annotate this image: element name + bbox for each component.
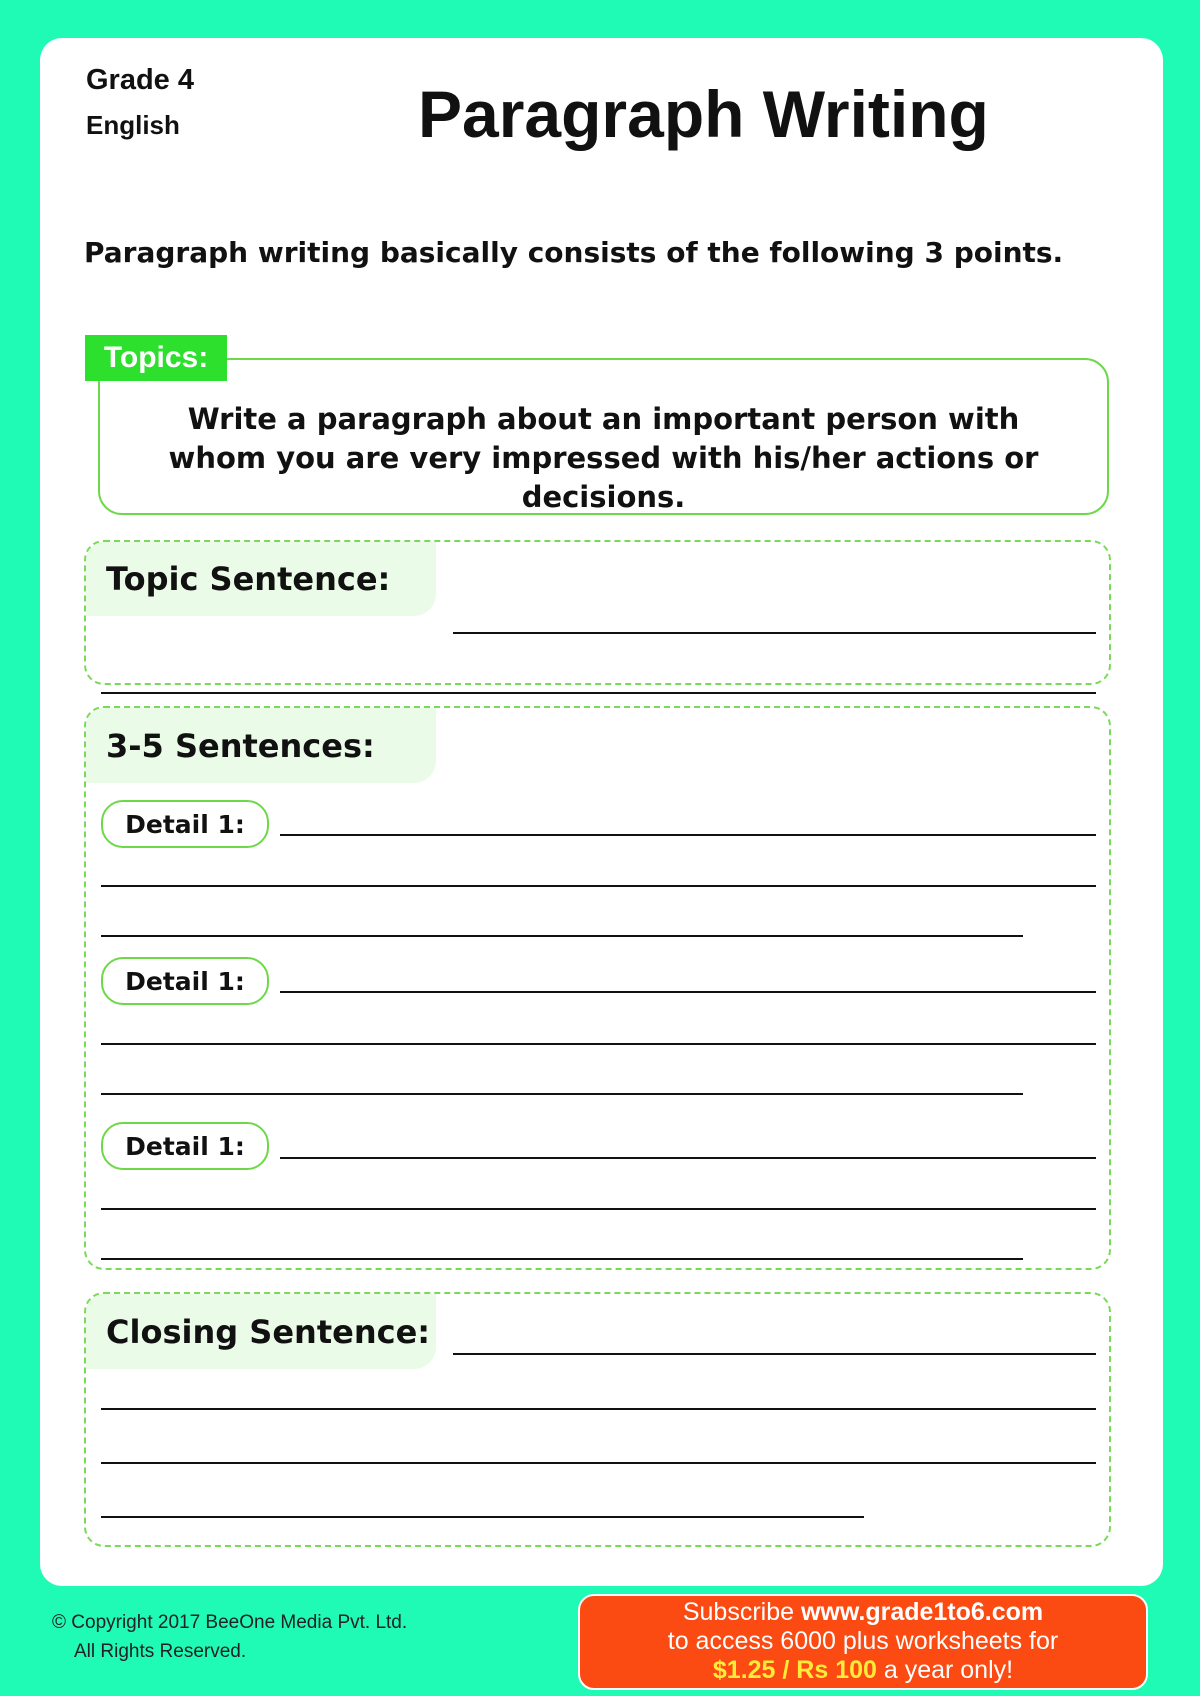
promo-pre-text: Subscribe (682, 1598, 801, 1626)
promo-price: $1.25 / Rs 100 (712, 1656, 877, 1684)
promo-post-text: a year only! (876, 1656, 1014, 1684)
detail-3-label: Detail 1: (125, 1131, 245, 1161)
topics-tag: Topics: (85, 335, 227, 381)
subscribe-banner[interactable] (578, 1594, 1148, 1690)
detail-2-label: Detail 1: (125, 966, 245, 996)
detail-2-pill (101, 957, 269, 1005)
detail-1-line-2[interactable] (101, 885, 1096, 887)
detail-2-line-1[interactable] (280, 991, 1096, 993)
closing-line-2[interactable] (101, 1408, 1096, 1410)
topic-sentence-label: Topic Sentence: (86, 542, 436, 616)
detail-3-line-2[interactable] (101, 1208, 1096, 1210)
closing-sentence-section (84, 1292, 1111, 1547)
subject-label: English (86, 110, 180, 140)
topic-sentence-line-1[interactable] (453, 632, 1096, 634)
closing-line-1[interactable] (453, 1353, 1096, 1355)
topic-prompt-line1: Write a paragraph about an important person with (187, 402, 1020, 436)
detail-1-line-3[interactable] (101, 935, 1023, 937)
topic-sentence-line-2[interactable] (101, 692, 1096, 694)
copyright-line1: © Copyright 2017 BeeOne Media Pvt. Ltd. (52, 1612, 408, 1633)
worksheet-page (40, 38, 1163, 1586)
detail-1-pill (101, 800, 269, 848)
detail-1-label: Detail 1: (125, 809, 245, 839)
closing-line-3[interactable] (101, 1462, 1096, 1464)
topic-sentence-section (84, 540, 1111, 685)
page-title: Paragraph Writing (418, 77, 989, 151)
detail-3-line-3[interactable] (101, 1258, 1023, 1260)
promo-url-link[interactable]: www.grade1to6.com (800, 1598, 1044, 1626)
intro-text: Paragraph writing basically consists of the following 3 points. (84, 236, 1064, 269)
promo-line1 (580, 1598, 1146, 1627)
detail-2-line-3[interactable] (101, 1093, 1023, 1095)
sentences-label: 3-5 Sentences: (86, 708, 436, 783)
closing-line-4[interactable] (101, 1516, 864, 1518)
promo-line2: to access 6000 plus worksheets for (667, 1627, 1059, 1655)
detail-3-line-1[interactable] (280, 1157, 1096, 1159)
copyright-line2: All Rights Reserved. (74, 1641, 247, 1662)
topic-prompt-line2: whom you are very impressed with his/her actions or decisions. (168, 441, 1039, 514)
topic-prompt (98, 400, 1109, 517)
detail-3-pill (101, 1122, 269, 1170)
closing-sentence-label: Closing Sentence: (86, 1294, 436, 1369)
detail-1-line-1[interactable] (280, 834, 1096, 836)
promo-line3 (580, 1656, 1146, 1685)
detail-2-line-2[interactable] (101, 1043, 1096, 1045)
sentences-section (84, 706, 1111, 1270)
grade-label: Grade 4 (86, 64, 194, 96)
